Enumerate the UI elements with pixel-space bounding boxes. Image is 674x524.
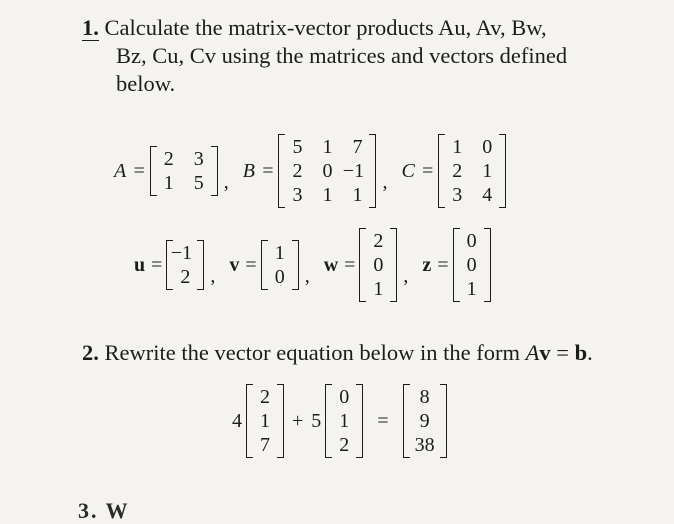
coefficient-2: 5 (311, 409, 322, 432)
left-bracket (403, 384, 410, 458)
vector-entry: 8 (419, 386, 430, 408)
left-bracket (325, 384, 332, 458)
left-bracket (278, 134, 285, 208)
equation-rhs-vector (403, 384, 447, 458)
matrix-entry: 2 (373, 230, 384, 252)
plus-sign: + (292, 409, 304, 432)
matrix-entry: 1 (373, 278, 384, 300)
matrix-entry: 1 (163, 172, 174, 194)
problem-1-number: 1. (82, 15, 99, 40)
left-bracket (359, 228, 366, 302)
left-bracket (453, 228, 460, 302)
separator-comma: , (403, 265, 409, 287)
matrix-entry: 0 (373, 254, 384, 276)
matrix-entry: 0 (482, 136, 493, 158)
vector-entry: 2 (260, 386, 270, 408)
right-bracket (277, 384, 284, 458)
equation-vector-2 (325, 384, 363, 458)
matrix-entry: 7 (352, 136, 363, 158)
matrix-entry: 3 (292, 184, 303, 206)
matrix-entry: −1 (170, 242, 193, 264)
problem-2-text: Rewrite the vector equation below in the form (104, 340, 526, 365)
vector-entry: 9 (419, 410, 430, 432)
matrix-entry: 0 (466, 254, 477, 276)
matrix-entry: 1 (352, 184, 363, 206)
separator-comma: , (210, 265, 216, 287)
vector-z (453, 228, 491, 302)
matrix-row (114, 134, 506, 208)
vector-entry: 1 (260, 410, 270, 432)
matrix-c (438, 134, 506, 208)
matrix-b-label: B = (242, 159, 275, 182)
matrix-entry: 3 (452, 184, 463, 206)
vector-equation (222, 384, 447, 458)
left-bracket (261, 240, 268, 290)
problem-3-cut-off-text: 3. W (78, 498, 130, 523)
matrix-entry: 2 (292, 160, 303, 182)
separator-comma: , (223, 171, 229, 193)
matrix-entry: 3 (193, 148, 204, 170)
equals-sign: = (377, 409, 389, 432)
coefficient-1: 4 (232, 409, 242, 432)
vector-u (166, 240, 204, 290)
right-bracket (390, 228, 397, 302)
vector-u-label: u = (134, 253, 163, 276)
vector-v (261, 240, 299, 290)
vector-entry: 1 (339, 410, 350, 432)
right-bracket (484, 228, 491, 302)
right-bracket (440, 384, 447, 458)
matrix-entry: 0 (466, 230, 477, 252)
matrix-entry: 1 (322, 136, 333, 158)
matrix-entry: 2 (180, 266, 191, 288)
separator-comma: , (304, 265, 310, 287)
right-bracket (197, 240, 204, 290)
right-bracket (211, 146, 218, 196)
separator-comma: , (382, 171, 388, 193)
equation-vector-1 (246, 384, 284, 458)
vector-z-label: z = (422, 253, 449, 276)
matrix-entry: 0 (322, 160, 333, 182)
matrix-entry: 1 (466, 278, 477, 300)
matrix-entry: 1 (482, 160, 493, 182)
problem-1-line-2: Bz, Cu, Cv using the matrices and vectors defined (116, 43, 568, 68)
matrix-a (150, 146, 218, 196)
matrix-entry: 4 (482, 184, 493, 206)
matrix-a-label: A = (114, 159, 146, 182)
vector-row (134, 228, 491, 302)
matrix-entry: 5 (193, 172, 204, 194)
vector-entry: 0 (339, 386, 350, 408)
matrix-entry: 1 (452, 136, 463, 158)
problem-1 (82, 14, 642, 98)
matrix-entry: 2 (452, 160, 463, 182)
left-bracket (150, 146, 157, 196)
right-bracket (356, 384, 363, 458)
vector-v-label: v = (229, 253, 257, 276)
problem-2: 2. Rewrite the vector equation below in the form Av = b. (82, 340, 593, 365)
problem-1-line-1: Calculate the matrix-vector products Au, Av, Bw, (104, 15, 547, 40)
matrix-entry: 5 (292, 136, 303, 158)
matrix-entry: 2 (163, 148, 174, 170)
right-bracket (292, 240, 299, 290)
left-bracket (438, 134, 445, 208)
vector-w-label: w = (323, 253, 356, 276)
vector-entry: 7 (260, 434, 270, 456)
problem-2-number: 2. (82, 340, 99, 365)
matrix-entry: 1 (322, 184, 333, 206)
matrix-entry: 1 (274, 242, 285, 264)
left-bracket (246, 384, 253, 458)
matrix-entry: 0 (274, 266, 285, 288)
vector-entry: 38 (414, 434, 435, 456)
vector-w (359, 228, 397, 302)
vector-entry: 2 (339, 434, 350, 456)
problem-1-line-3: below. (116, 71, 176, 96)
right-bracket (499, 134, 506, 208)
right-bracket (369, 134, 376, 208)
matrix-entry: −1 (342, 160, 365, 182)
matrix-c-label: C = (401, 159, 435, 182)
matrix-b (278, 134, 376, 208)
